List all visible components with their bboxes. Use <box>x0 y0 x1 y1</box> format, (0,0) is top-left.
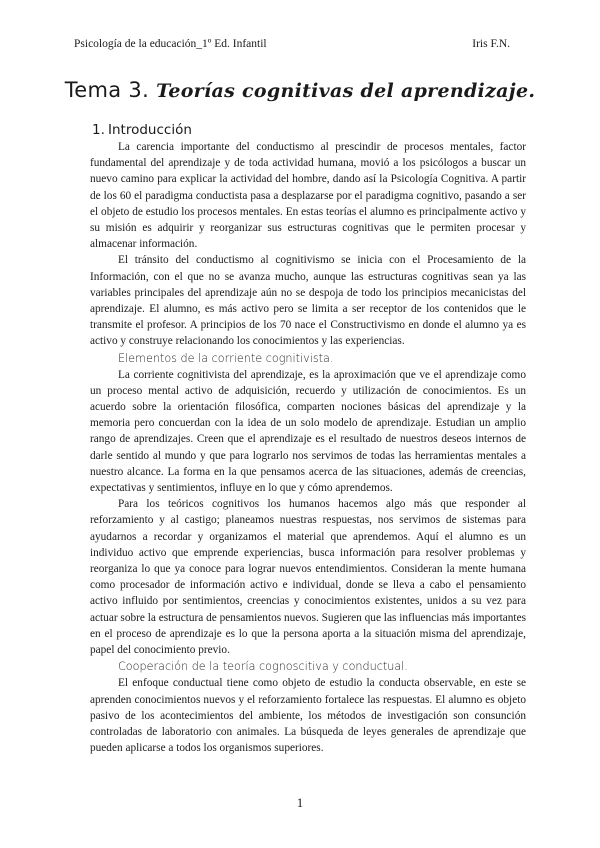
paragraph-3: La corriente cognitivista del aprendizaje, es la aproximación que ve el aprendizaje como un proceso mental activo de adquisición, recuerdo y utilización de conocimientos. Es un acuerdo sobre la orientación filosófica, comparten nociones básicas del aprendizaje y la memoria pero concuerdan con la idea de un solo modelo de aprendizaje. Estudian un amplio rango de aprendizajes. Creen que el aprendizaje es el resultado de nuestros deseos internos de darle sentido al mundo y que para lograrlo nos servimos de todas las herramientas mentales a nuestro alcance. La forma en la que pensamos acerca de las situaciones, además de creencias, expectativas y sentimientos, influye en lo que y cómo aprendemos. <box>90 368 526 495</box>
header-course: Psicología de la educación_1º Ed. Infantil <box>74 38 267 50</box>
paragraph-5: El enfoque conductual tiene como objeto de estudio la conducta observable, en este se aprenden conocimientos nuevos y el reforzamiento fortalece las respuestas. El alumno es objeto pasivo de los acontecimientos del ambiente, los métodos de investigación son consunción controladas de laboratorio con animales. La búsqueda de leyes generales de aprendizaje que pueden aplicarse a todos los organismos superiores. <box>90 677 526 755</box>
paragraph-2: El tránsito del conductismo al cognitivismo se inicia con el Procesamiento de la Información, con el que no se avanza mucho, aunque las estructuras cognitivas sean ya las variables principales del aprendizaje aún no se despoja de todo los principios mecanicistas del aprendizaje. El alumno, es más activo pero se limita a ser receptor de los contenidos que le transmite el profesor. A principios de los 70 nace el Constructivismo en donde el alumno ya es activo y construye relacionando los conocimientos y las experiencias. <box>90 254 526 348</box>
section-heading <box>92 122 526 138</box>
page-header <box>74 38 510 50</box>
page-number: 1 <box>296 795 304 810</box>
paragraph-4: Para los teóricos cognitivos los humanos hacemos algo más que responder al reforzamiento y al castigo; planeamos nuestras respuestas, nos servimos de sistemas para ayudarnos a recordar y organizamos el material que aprendemos. Aquí el alumno es un individuo activo que emprende experiencias, busca información para resolver problemas y reorganiza lo que ya conoce para lograr nuevos entendimientos. Consideran la mente humana como procesador de información activo e individual, donde se lleva a cabo el pensamiento activo influido por sentimientos, creencias y conocimientos existentes, unidos a su vez para actuar sobre la estructura de pensamientos nuevos. Sugieren que las influencias más importantes en el proceso de aprendizaje es lo que la persona aporta a la situación misma del aprendizaje, papel del conocimiento previo. <box>90 498 526 657</box>
section-title: Introducción <box>108 122 192 138</box>
subheading-cooperacion: Cooperación de la teoría cognoscitiva y conductual. <box>118 660 408 674</box>
title-topic-name: Teorías cognitivas del aprendizaje. <box>156 80 536 102</box>
section-number: 1. <box>92 122 105 138</box>
paragraph-1: La carencia importante del conductismo al prescindir de procesos mentales, factor fundamental del aprendizaje y de toda actividad humana, movió a los psicólogos a buscar un nuevo camino para explicar la actividad del hombre, dando así la Psicología Cognitiva. A partir de los 60 el paradigma conductista pasa a desplazarse por el paradigma cognitivo, pasando a ser el objeto de estudio los procesos mentales. En estas teorías el alumno es principalmente activo y su misión es adquirir y reorganizar sus estructuras cognitivas que le permiten procesar y almacenar información. <box>90 141 526 251</box>
document-body <box>90 122 526 756</box>
title-topic-number: Tema 3. <box>64 78 150 102</box>
page-title <box>0 78 600 102</box>
header-author: Iris F.N. <box>472 38 510 50</box>
subheading-elementos: Elementos de la corriente cognitivista. <box>118 351 334 365</box>
